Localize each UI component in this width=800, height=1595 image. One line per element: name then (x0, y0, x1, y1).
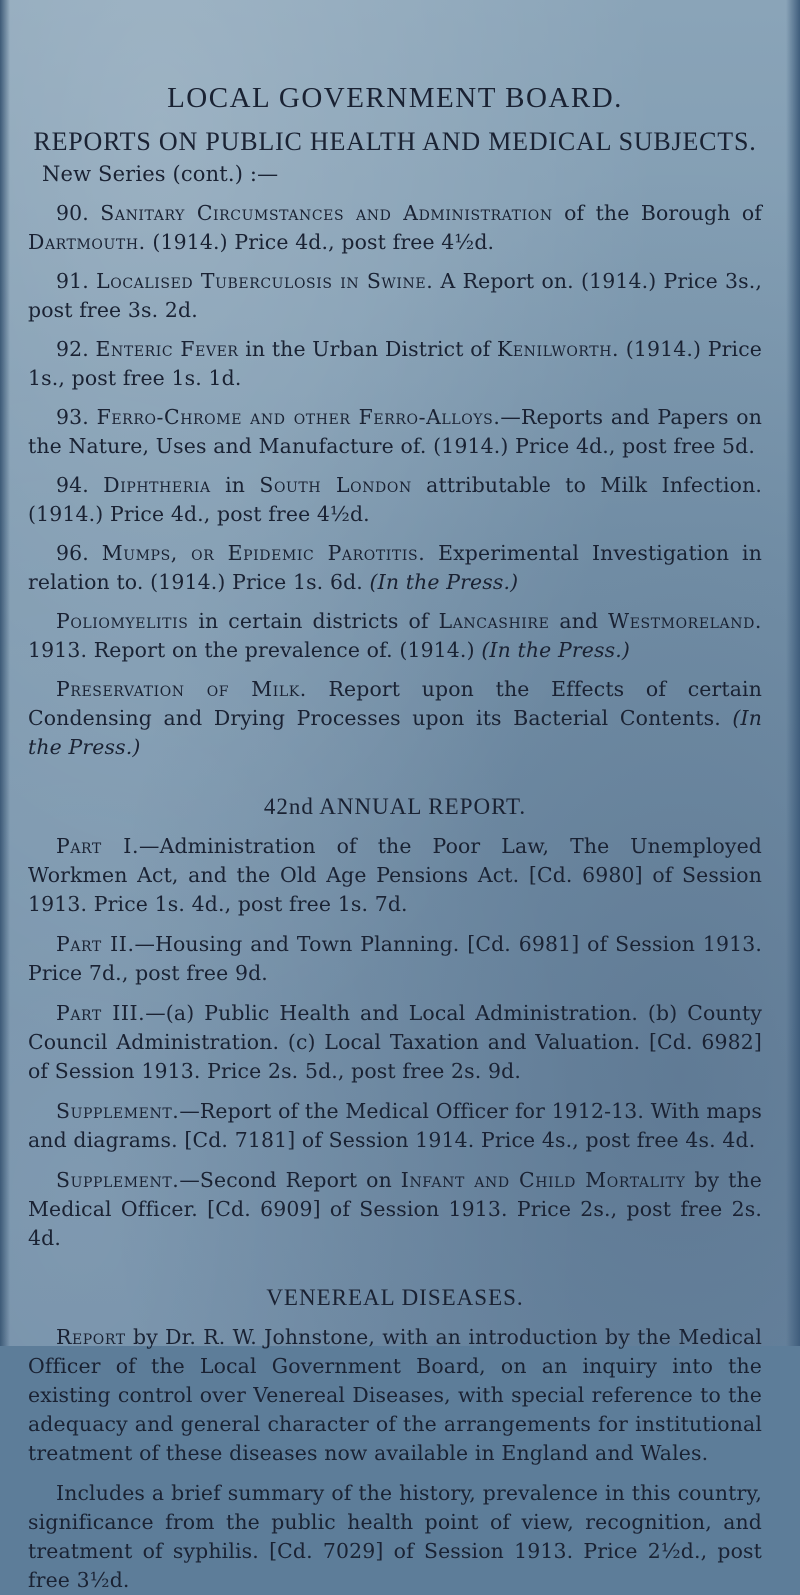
part-text: —Administration of the Poor Law, The Unemployed Workmen Act, and the Old Age Pensions Act. [Cd. 6980] of Session 1913. Price 1s. 4d., post free 1s. 7d. (28, 834, 763, 916)
entry-details: (1914.) Price 1s., post free 1s. 1d. (28, 337, 762, 390)
entry-text: in (210, 473, 260, 497)
in-press-note: (In the Press.) (28, 706, 762, 759)
entry-title: Poliomyelitis (56, 609, 189, 633)
part-text: —Second Report on (179, 1168, 401, 1192)
entry-number: 94. (56, 473, 89, 497)
annual-report-heading: 42nd ANNUAL REPORT. (263, 794, 527, 819)
part-text: —(a) Public Health and Local Administration. (b) County Council Administration. (c) Local Taxation and Valuation. [Cd. 6982] of Session 1913. Price 2s. 5d., post free 2s. 9d. (28, 1001, 762, 1083)
part-text: —Housing and Town Planning. [Cd. 6981] of Session 1913. Price 7d., post free 9d. (28, 932, 762, 985)
venereal-diseases-heading: VENEREAL DISEASES. (266, 1285, 524, 1310)
annual-part-1 (28, 832, 762, 919)
part-label: Supplement. (56, 1168, 180, 1192)
part-label: Part I. (56, 834, 140, 858)
report-entry-91 (28, 267, 762, 325)
part-text: —Report of the Medical Officer for 1912-13. With maps and diagrams. [Cd. 7181] of Session 1914. Price 4s., post free 4s. 4d. (28, 1099, 762, 1152)
reports-heading: REPORTS ON PUBLIC HEALTH AND MEDICAL SUBJECTS. (33, 127, 757, 156)
entry-place: Kenilworth. (497, 337, 620, 361)
part-details: by the Medical Officer. [Cd. 6909] of Session 1913. Price 2s., post free 2s. 4d. (28, 1168, 762, 1250)
annual-part-3 (28, 999, 762, 1086)
entry-details: —Reports and Papers on the Nature, Uses and Manufacture of. (1914.) Price 4d., post free 5d. (28, 405, 762, 458)
entry-place: South London (259, 473, 412, 497)
entry-text: of the Borough of (552, 201, 762, 225)
report-entry-preservation-of-milk (28, 675, 762, 762)
entry-number: 90. (56, 201, 89, 225)
document-content (28, 0, 762, 1595)
part-label: Part II. (56, 932, 135, 956)
entry-place: Lancashire (438, 609, 550, 633)
report-label: Report (56, 1325, 126, 1349)
part-label: Part III. (56, 1001, 146, 1025)
entry-details: attributable to Milk Infection. (1914.) Price 4d., post free 4½d. (28, 473, 762, 526)
report-entry-90 (28, 199, 762, 257)
in-press-note: (In the Press.) (481, 638, 630, 662)
annual-supplement-2 (28, 1166, 762, 1253)
entry-title: Localised Tuberculosis in Swine. (96, 269, 434, 293)
entry-text: and (549, 609, 609, 633)
entry-title: Preservation of Milk. (56, 677, 307, 701)
entry-number: 93. (56, 405, 89, 429)
annual-part-2 (28, 930, 762, 988)
entry-place: Dartmouth. (28, 230, 146, 254)
report-entry-poliomyelitis (28, 607, 762, 665)
page-right-shadow (786, 0, 800, 1346)
entry-title: Diphtheria (103, 473, 211, 497)
in-press-note: (In the Press.) (369, 570, 519, 594)
entry-text: in the Urban District of (238, 337, 498, 361)
entry-text: in certain districts of (188, 609, 439, 633)
venereal-includes: Includes a brief summary of the history, prevalence in this country, significance from the public health point of view, recognition, and treatment of syphilis. [Cd. 7029] of Session 1913. Price 2½d., post free 3½d. (28, 1481, 762, 1592)
entry-details: (1914.) Price 4d., post free 4½d. (145, 230, 495, 254)
series-label: New Series (cont.) :— (42, 162, 279, 186)
entry-number: 96. (56, 541, 89, 565)
annual-supplement-1 (28, 1097, 762, 1155)
entry-title: Sanitary Circumstances and Administration (100, 201, 553, 225)
entry-number: 92. (56, 337, 89, 361)
report-text: by Dr. R. W. Johnstone, with an introduction by the Medical Officer of the Local Government Board, on an inquiry into the existing control over Venereal Diseases, with special reference to the adequacy and general character of the arrangements for institutional treatment of these diseases now available in England and Wales. (28, 1325, 762, 1465)
entry-details: Report upon the Effects of certain Condensing and Drying Processes upon its Bacterial Contents. (28, 677, 762, 730)
page-left-shadow (0, 0, 10, 1346)
entry-details: A Report on. (1914.) Price 3s., post free 3s. 2d. (28, 269, 763, 322)
entry-place: Westmoreland. (608, 609, 762, 633)
entry-title: Mumps, or Epidemic Parotitis. (101, 541, 426, 565)
part-label: Supplement. (56, 1099, 180, 1123)
board-title: LOCAL GOVERNMENT BOARD. (167, 82, 623, 114)
report-entry-94 (28, 471, 762, 529)
venereal-report (28, 1323, 762, 1468)
report-entry-93 (28, 403, 762, 461)
entry-title: Enteric Fever (95, 337, 239, 361)
entry-number: 91. (56, 269, 89, 293)
report-entry-96 (28, 539, 762, 597)
entry-details: 1913. Report on the prevalence of. (1914.) (28, 638, 482, 662)
report-entry-92 (28, 335, 762, 393)
entry-title: Ferro-Chrome and other Ferro-Alloys. (96, 405, 501, 429)
part-subject: Infant and Child Mortality (400, 1168, 686, 1192)
entry-details: Experimental Investigation in relation to. (1914.) Price 1s. 6d. (28, 541, 762, 594)
